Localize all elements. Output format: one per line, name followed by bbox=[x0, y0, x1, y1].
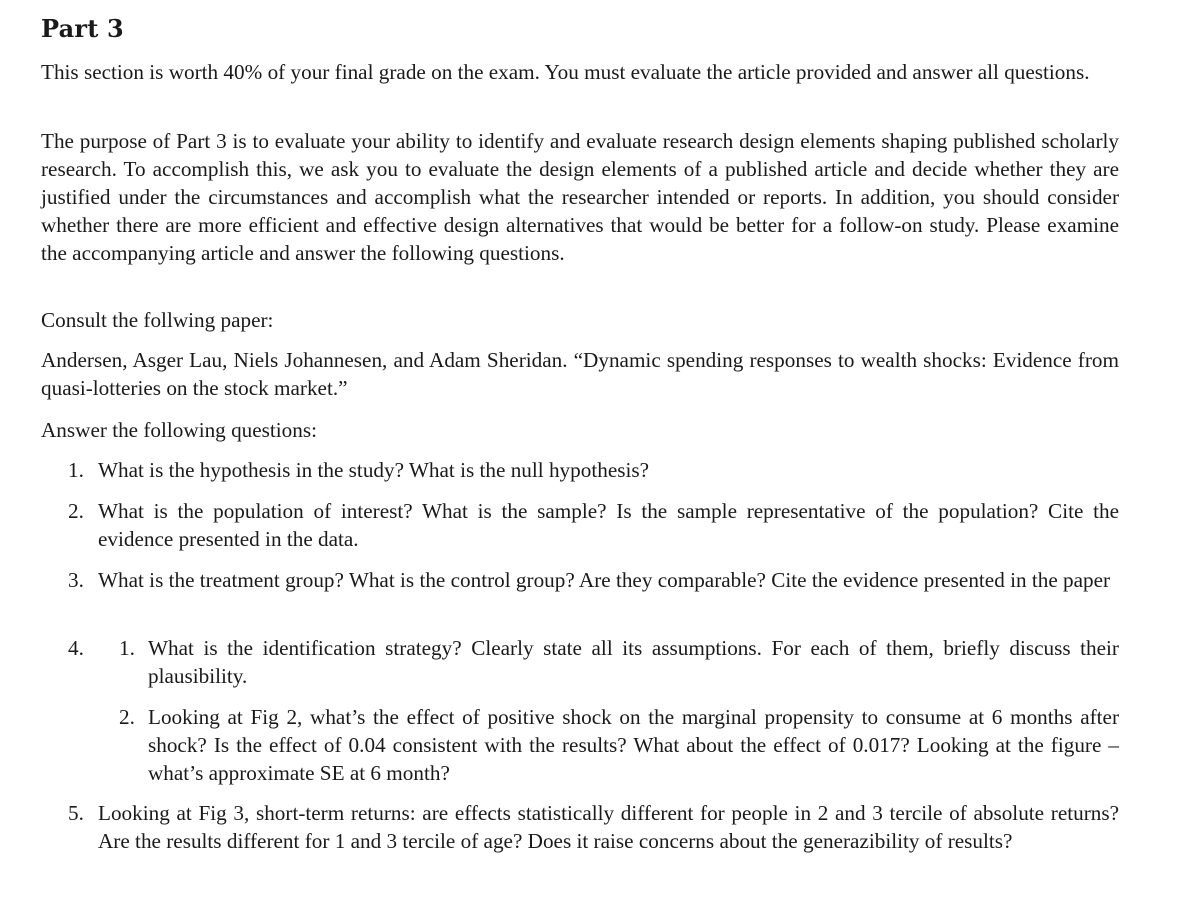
paper-citation: Andersen, Asger Lau, Niels Johannesen, and Adam Sheridan. “Dynamic spending responses to wealth shocks: Evidence from quasi-lotteries on the stock market.” bbox=[41, 348, 1119, 400]
question-text: Looking at Fig 3, short-term returns: are effects statistically different for people in 2 and 3 tercile of absolute returns? Are the results different for 1 and 3 tercile of age? Does it raise concerns about the generazibility of results? bbox=[98, 801, 1119, 853]
subquestion-text: Looking at Fig 2, what’s the effect of positive shock on the marginal propensity to consume at 6 months after shock? Is the effect of 0.04 consistent with the results? What about the effect of 0.017? Looking at the figure – what’s approximate SE at 6 month? bbox=[148, 705, 1119, 785]
intro-purpose-paragraph: The purpose of Part 3 is to evaluate your ability to identify and evaluate research design elements shaping published scholarly research. To accomplish this, we ask you to evaluate the design elements of a published article and decide whether they are justified under the circumstances and accomplish what the researcher intended or reports. In addition, you should consider whether there are more efficient and effective design alternatives that would be better for a follow-on study. Please examine the accompanying article and answer the following questions. bbox=[41, 129, 1119, 265]
section-heading: Part 3 bbox=[41, 14, 124, 43]
question-text: What is the treatment group? What is the control group? Are they comparable? Cite the evidence presented in the paper bbox=[98, 568, 1111, 592]
question-number: 3. bbox=[68, 568, 84, 592]
subquestion-text: What is the identification strategy? Clearly state all its assumptions. For each of them, briefly discuss their plausibility. bbox=[148, 636, 1119, 688]
question-number: 5. bbox=[68, 801, 84, 825]
question-number: 4. bbox=[68, 636, 84, 660]
answer-instruction: Answer the following questions: bbox=[41, 418, 317, 442]
question-number: 1. bbox=[68, 458, 84, 482]
subquestion-number: 2. bbox=[119, 705, 135, 729]
subquestion-number: 1. bbox=[119, 636, 135, 660]
consult-paper-line: Consult the follwing paper: bbox=[41, 308, 274, 332]
question-text: What is the population of interest? What is the sample? Is the sample representative of the population? Cite the evidence presented in the data. bbox=[98, 499, 1119, 551]
question-text: What is the hypothesis in the study? What is the null hypothesis? bbox=[98, 458, 649, 482]
intro-grade-paragraph: This section is worth 40% of your final grade on the exam. You must evaluate the article provided and answer all questions. bbox=[41, 60, 1090, 84]
question-number: 2. bbox=[68, 499, 84, 523]
